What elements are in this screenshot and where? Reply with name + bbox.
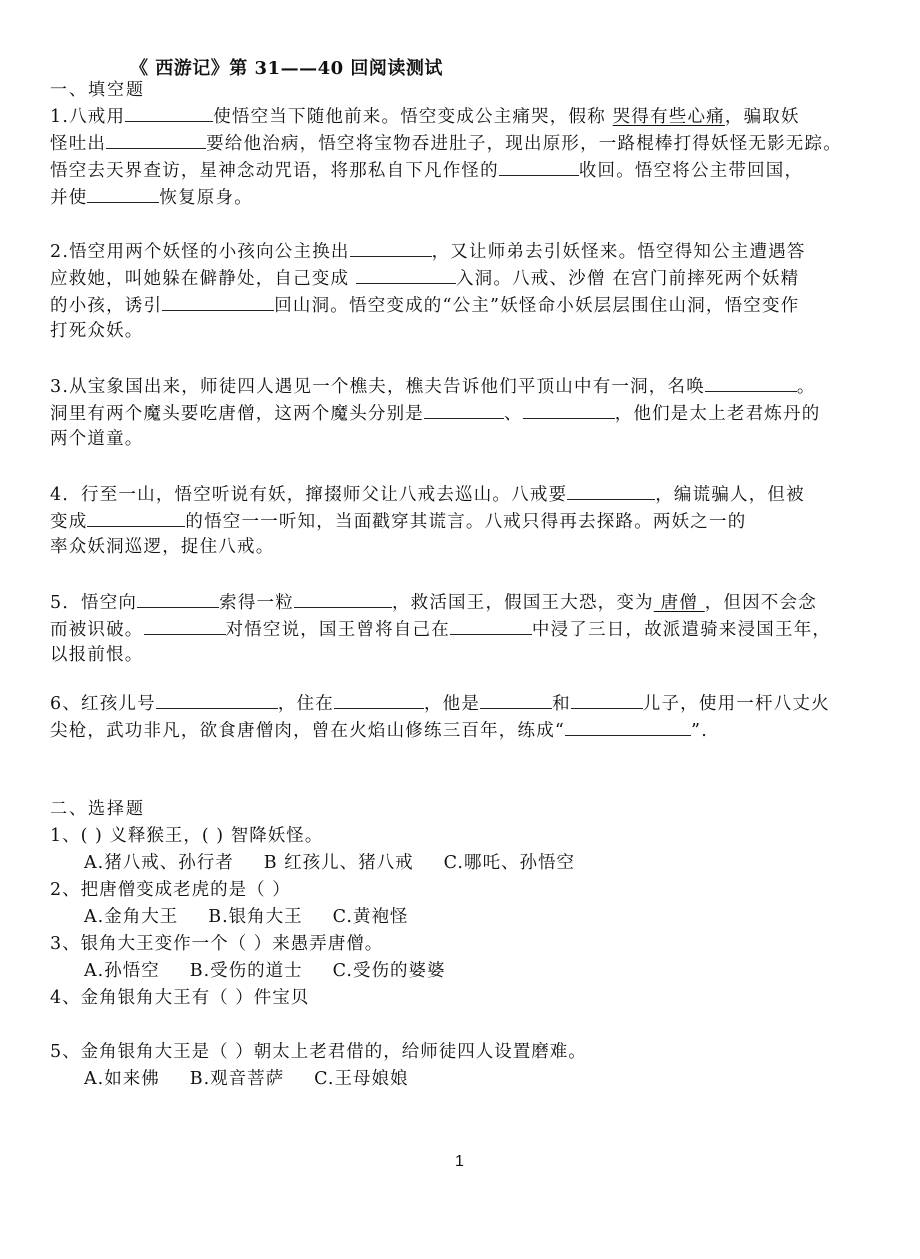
answer-blank[interactable] [450, 616, 532, 635]
question-line [50, 103, 800, 129]
question-text: ，住在 [277, 694, 334, 714]
answer-blank[interactable] [565, 717, 691, 736]
question-line [50, 690, 830, 716]
answer-blank[interactable] [523, 400, 615, 419]
question-line [50, 238, 806, 264]
choice-option[interactable]: B 红孩儿、猪八戒 [263, 853, 414, 873]
question-text: 两个道童。 [50, 429, 144, 449]
choice-question: 5、金角银角大王是（ ）朝太上老君借的，给师徒四人设置磨难。 [50, 1042, 587, 1062]
question-line [50, 184, 253, 210]
question-text: 打死众妖。 [50, 321, 144, 341]
choice-option[interactable]: C.哪吒、孙悟空 [443, 853, 575, 873]
answer-blank[interactable] [424, 400, 504, 419]
page-number: 1 [455, 1153, 464, 1170]
question-text: 并使 [50, 188, 88, 208]
choice-option[interactable]: A.如来佛 [84, 1069, 160, 1089]
question-text: 变成 [50, 512, 88, 532]
question-line [50, 130, 842, 156]
answer-blank[interactable] [480, 690, 552, 709]
answer-blank[interactable] [294, 589, 392, 608]
question-line [50, 157, 803, 183]
page-title: 《 西游记》第 31——40 回阅读测试 [130, 58, 443, 79]
question-line [50, 589, 817, 615]
answer-blank[interactable] [162, 292, 274, 311]
filled-answer: 哭得有些心痛 [612, 107, 725, 127]
question-text: ，骗取妖 [724, 107, 800, 127]
section-heading-fill-blank: 一、填空题 [50, 80, 145, 100]
question-line [50, 427, 144, 451]
question-line [50, 292, 799, 318]
question-text: ”. [691, 721, 708, 741]
choice-option[interactable]: A.孙悟空 [84, 961, 160, 981]
question-text: 率众妖洞巡逻，捉住八戒。 [50, 537, 275, 557]
question-line [50, 400, 820, 426]
question-text: 的小孩，诱引 [50, 296, 163, 316]
question-text: ，他是 [423, 694, 481, 714]
answer-blank[interactable] [705, 373, 797, 392]
question-text: 5．悟空向 [50, 593, 138, 613]
choice-question: 1、( ) 义释猴王，( ) 智降妖怪。 [50, 826, 324, 846]
question-text: ，他们是太上老君炼丹的 [614, 404, 821, 424]
answer-blank[interactable] [334, 690, 424, 709]
answer-blank[interactable] [87, 508, 185, 527]
answer-blank[interactable] [356, 265, 456, 284]
question-text: ，又让师弟去引妖怪来。悟空得知公主遭遇答 [431, 242, 806, 262]
question-text: 。 [796, 377, 816, 397]
choice-question: 4、金角银角大王有（ ）件宝贝 [50, 988, 310, 1008]
question-text: 3.从宝象国出来，师徒四人遇见一个樵夫，樵夫告诉他们平顶山中有一洞，名唤 [50, 377, 705, 397]
question-text: 和 [552, 694, 571, 714]
question-text: 儿子，使用一杆八丈火 [642, 694, 830, 714]
question-text: ，救活国王，假国王大恐，变为 [391, 593, 654, 613]
question-text: 、 [504, 404, 523, 424]
question-text: 的悟空一一听知，当面戳穿其谎言。八戒只得再去探路。两妖之一的 [185, 512, 747, 532]
choice-options [84, 1067, 408, 1091]
question-text: 4．行至一山，悟空听说有妖，撺掇师父让八戒去巡山。八戒要 [50, 485, 568, 505]
answer-blank[interactable] [350, 238, 432, 257]
question-text: 恢复原身。 [159, 188, 253, 208]
question-text: 6、红孩儿号 [50, 694, 156, 714]
question-text: 收回。悟空将公主带回国， [578, 161, 804, 181]
choice-option[interactable]: B.受伤的道士 [189, 961, 303, 981]
choice-option[interactable]: B.观音菩萨 [189, 1069, 285, 1089]
question-text: ，编谎骗人，但被 [655, 485, 805, 505]
filled-answer: 唐僧 [653, 593, 705, 613]
choice-option[interactable]: A.金角大王 [84, 907, 179, 927]
question-line [50, 717, 708, 743]
question-line [50, 643, 144, 667]
question-text: 而被识破。 [50, 620, 144, 640]
question-line [50, 616, 831, 642]
choice-question: 2、把唐僧变成老虎的是（ ） [50, 880, 291, 900]
choice-option[interactable]: C.受伤的婆婆 [332, 961, 446, 981]
question-text: 中浸了三日，故派遣骑来浸国王年， [531, 620, 832, 640]
choice-option[interactable]: C.黄袍怪 [332, 907, 409, 927]
question-text: 索得一粒 [219, 593, 294, 613]
question-text: 使悟空当下随他前来。悟空变成公主痛哭，假称 [213, 107, 613, 127]
section-heading-multiple-choice: 二、选择题 [50, 799, 145, 819]
question-text: 尖枪，武功非凡，欲食唐僧肉，曾在火焰山修练三百年，练成“ [50, 721, 566, 741]
question-text: 以报前恨。 [50, 645, 144, 665]
answer-blank[interactable] [106, 130, 206, 149]
question-text: 回山洞。悟空变成的“公主”妖怪命小妖层层围住山洞，悟空变作 [274, 296, 800, 316]
answer-blank[interactable] [125, 103, 213, 122]
choice-options [84, 905, 408, 929]
question-text: 1.八戒用 [50, 107, 126, 127]
question-text: 要给他治病，悟空将宝物吞进肚子，现出原形，一路棍棒打得妖怪无影无踪。 [206, 134, 842, 154]
answer-blank[interactable] [499, 157, 579, 176]
question-text: 应救她，叫她躲在僻静处，自己变成 [50, 269, 356, 289]
question-line [50, 508, 746, 534]
choice-option[interactable]: B.银角大王 [208, 907, 303, 927]
question-line [50, 265, 799, 291]
answer-blank[interactable] [137, 589, 219, 608]
question-line [50, 319, 144, 343]
choice-question: 3、银角大王变作一个（ ）来愚弄唐僧。 [50, 934, 384, 954]
question-line [50, 481, 805, 507]
answer-blank[interactable] [571, 690, 643, 709]
question-text: 悟空去天界查访，星神念动咒语，将那私自下凡作怪的 [50, 161, 499, 181]
answer-blank[interactable] [87, 184, 159, 203]
answer-blank[interactable] [144, 616, 226, 635]
choice-options [84, 959, 445, 983]
question-line [50, 373, 816, 399]
question-text: 入洞。八戒、沙僧 在宫门前摔死两个妖精 [455, 269, 800, 289]
question-text: 洞里有两个魔头要吃唐僧，这两个魔头分别是 [50, 404, 424, 424]
choice-option[interactable]: A.猪八戒、孙行者 [84, 853, 234, 873]
question-text: 2.悟空用两个妖怪的小孩向公主换出 [50, 242, 350, 262]
question-text: 对悟空说，国王曾将自己在 [225, 620, 450, 640]
answer-blank[interactable] [567, 481, 655, 500]
answer-blank[interactable] [156, 690, 278, 709]
question-text: 怪吐出 [50, 134, 107, 154]
question-text: ，但因不会念 [704, 593, 817, 613]
choice-option[interactable]: C.王母娘娘 [314, 1069, 409, 1089]
choice-options [84, 851, 575, 875]
question-line [50, 535, 274, 559]
